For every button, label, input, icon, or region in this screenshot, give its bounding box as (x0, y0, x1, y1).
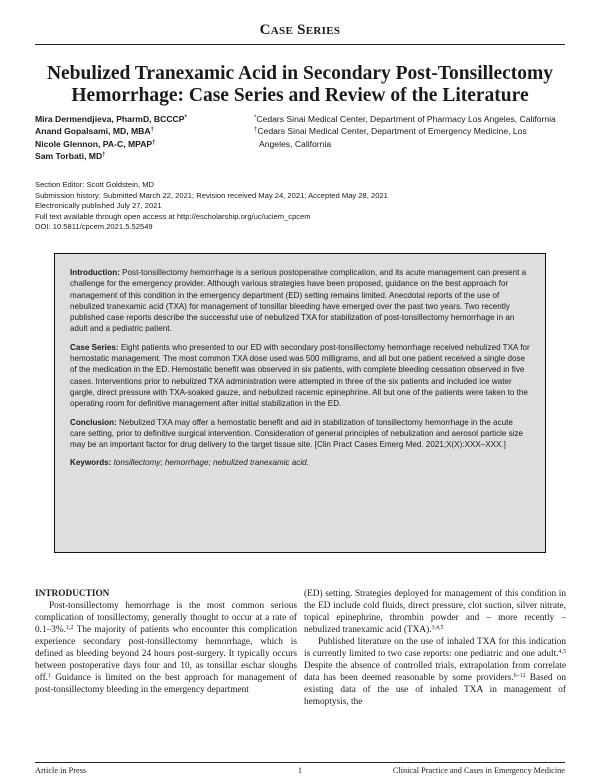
body-paragraph: (ED) setting. Strategies deployed for management of this condition in the ED include cold fluids, direct pressure, clot suction, silver nitrate, topical epinephrine, thrombin powder and – more recently – nebulized tranexamic acid (TXA).$^{3,4,5}$ (304, 589, 566, 636)
submission-meta (35, 180, 565, 233)
submission-history: Submission history: Submitted March 22, 2021; Revision received May 24, 2021; Accepted May 28, 2021 (35, 190, 388, 200)
section-heading-introduction: INTRODUCTION (35, 589, 110, 599)
section-editor: Section Editor: Scott Goldstein, MD (35, 180, 155, 189)
author: Nicole Glennon, PA-C, MPAP† (35, 138, 156, 149)
fulltext-link[interactable]: Full text available through open access at http://escholarship.org/uc/uciem_cpcem (35, 211, 311, 221)
body-column-right (304, 588, 566, 708)
abstract-keywords: Keywords: tonsillectomy; hemorrhage; nebulized tranexamic acid. (70, 458, 309, 468)
header-rule (35, 44, 565, 45)
footer-rule (35, 762, 565, 763)
author: Anand Gopalsami, MD, MBA† (35, 126, 154, 137)
affiliation-list (254, 113, 566, 150)
body-paragraph: Published literature on the use of inhaled TXA for this indication is currently limited to two case reports: one pediatric and one adult.$^{4,5}$ Despite the absence of controlled trials, extrapolation from correlate data has been deemed reasonable by some providers.$^{6-12}$ Based on existing data of the use of inhaled TXA in management of hemoptysis, the (304, 637, 566, 708)
abstract-conclusion: Conclusion: Nebulized TXA may offer a hemostatic benefit and aid in stabilization of tonsillectomy hemorrhage in the acute care setting, prior to definitive surgical intervention. Consideration of general principles of nebulization and aerosol particle size may be an important factor for drug delivery to the target tissue site. [Clin Pract Cases Emerg Med. 2021;X(X):XXX–XXX.] (70, 417, 524, 450)
abstract-introduction: Introduction: Post-tonsillectomy hemorrhage is a serious postoperative complication, and its acute management can present a challenge for the emergency provider. Although various strategies have been proposed, guidance on the best approach for management of this condition in the emergency department (ED) setting remains limited. Anecdotal reports of the use of nebulized tranexamic acid (TXA) for management of tonsillar bleeding have emerged over the past two years. Two recently published case reports describe the successful use of nebulized TXA for stabilization of post-tonsillectomy hemorrhage in an adult and a pediatric patient. (70, 268, 527, 334)
affiliation-continued: Angeles, California (259, 138, 332, 149)
author-list (35, 113, 265, 163)
published-date: Electronically published July 27, 2021 (35, 201, 162, 211)
abstract-case-series: Case Series: Eight patients who presented to our ED with secondary post-tonsillectomy hemorrhage received nebulized TXA for hemostatic management. The most common TXA dose used was 500 milligrams, and all but one patient received a single dose of the medication in the ED. Hemostatic benefit was observed in six patients, with complete bleeding cessation observed in five cases. Interventions prior to nebulized TXA administration were attempted in three of the six patients and included ice water gargle, direct pressure with TXA-soaked gauze, and nebulized racemic epinephrine. All but one of the patients were taken to the operating room for definitive management after initial stabilization in the ED. (70, 342, 530, 409)
title-line-1: Nebulized Tranexamic Acid in Secondary Post-Tonsillectomy (46, 63, 554, 84)
article-title (35, 63, 565, 107)
footer-status: Article in Press (35, 766, 87, 775)
affiliation: †Cedars Sinai Medical Center, Department of Emergency Medicine, Los (254, 126, 527, 137)
abstract-box (54, 253, 546, 553)
body-column-left (35, 588, 297, 696)
section-label: Case Series (259, 22, 341, 38)
body-paragraph: Post-tonsillectomy hemorrhage is the most common serious complication of tonsillectomy, generally thought to occur at a rate of 0.1–3%.$^{1,2}$ The majority of patients who encounter this complication experience secondary post-tonsillectomy hemorrhage, which is defined as bleeding beyond 24 hours post-surgery. It typically occurs between postoperative days four and 10, as tonsillar eschar sloughs off.$^1$ Guidance is limited on the best approach for management of post-tonsillectomy bleeding in the emergency department (35, 601, 297, 696)
author: Sam Torbati, MD† (35, 151, 106, 162)
title-line-2: Hemorrhage: Case Series and Review of the Literature (71, 85, 529, 106)
journal-name: Clinical Practice and Cases in Emergency Medicine (392, 766, 565, 775)
affiliation: *Cedars Sinai Medical Center, Department of Pharmacy Los Angeles, California (254, 114, 556, 124)
doi[interactable]: DOI: 10.5811/cpcem.2021.5.52549 (35, 222, 153, 232)
author: Mira Dermendjieva, PharmD, BCCCP* (35, 114, 187, 124)
page-number: 1 (297, 766, 303, 775)
